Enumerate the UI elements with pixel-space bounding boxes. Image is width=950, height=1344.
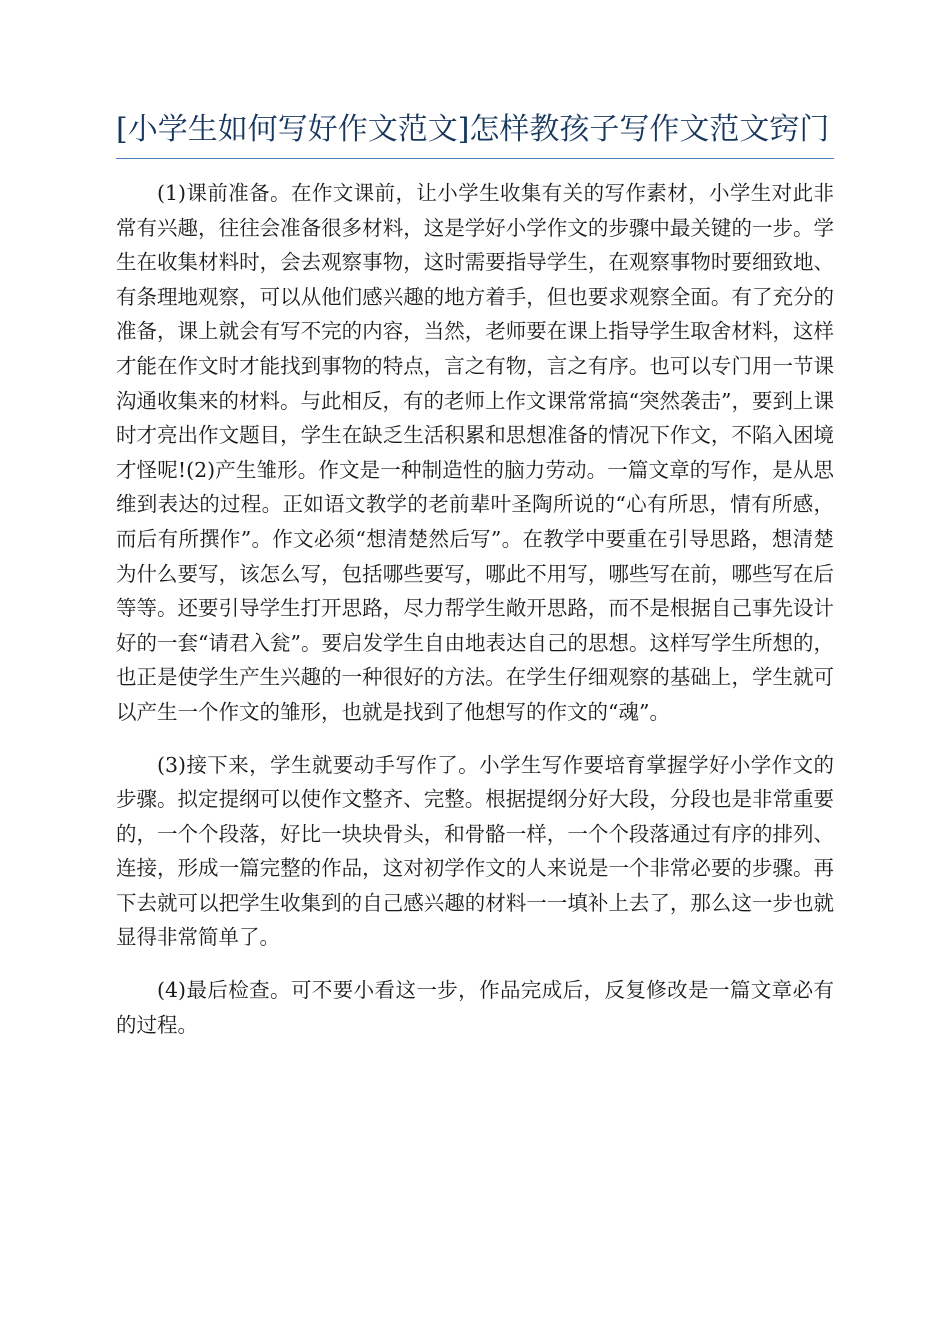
title-block [116, 108, 834, 159]
document-body [116, 176, 834, 1042]
paragraph-1: (1)课前准备。在作文课前，让小学生收集有关的写作素材，小学生对此非常有兴趣，往往会准备很多材料，这是学好小学作文的步骤中最关键的一步。学生在收集材料时，会去观察事物，这时需要指导学生，在观察事物时要细致地、有条理地观察，可以从他们感兴趣的地方着手，但也要求观察全面。有了充分的准备，课上就会有写不完的内容，当然，老师要在课上指导学生取舍材料，这样才能在作文时才能找到事物的特点，言之有物，言之有序。也可以专门用一节课沟通收集来的材料。与此相反，有的老师上作文课常常搞“突然袭击”，要到上课时才亮出作文题目，学生在缺乏生活积累和思想准备的情况下作文，不陷入困境才怪呢!(2)产生雏形。作文是一种制造性的脑力劳动。一篇文章的写作，是从思维到表达的过程。正如语文教学的老前辈叶圣陶所说的“心有所思，情有所感，而后有所撰作”。作文必须“想清楚然后写”。在教学中要重在引导思路，想清楚为什么要写，该怎么写，包括哪些要写，哪此不用写，哪些写在前，哪些写在后等等。还要引导学生打开思路，尽力帮学生敞开思路，而不是根据自己事先设计好的一套“请君入瓮”。要启发学生自由地表达自己的思想。这样写学生所想的，也正是使学生产生兴趣的一种很好的方法。在学生仔细观察的基础上，学生就可以产生一个作文的雏形，也就是找到了他想写的作文的“魂”。 [116, 181, 834, 724]
document-title: [小学生如何写好作文范文]怎样教孩子写作文范文窍门 [116, 112, 830, 147]
paragraph-3: (4)最后检查。可不要小看这一步，作品完成后，反复修改是一篇文章必有的过程。 [116, 978, 834, 1037]
paragraph-2: (3)接下来，学生就要动手写作了。小学生写作要培育掌握学好小学作文的步骤。拟定提纲可以使作文整齐、完整。根据提纲分好大段，分段也是非常重要的，一个个段落，好比一块块骨头，和骨骼一样，一个个段落通过有序的排列、连接，形成一篇完整的作品，这对初学作文的人来说是一个非常必要的步骤。再下去就可以把学生收集到的自己感兴趣的材料一一填补上去了，那么这一步也就显得非常简单了。 [116, 752, 834, 950]
